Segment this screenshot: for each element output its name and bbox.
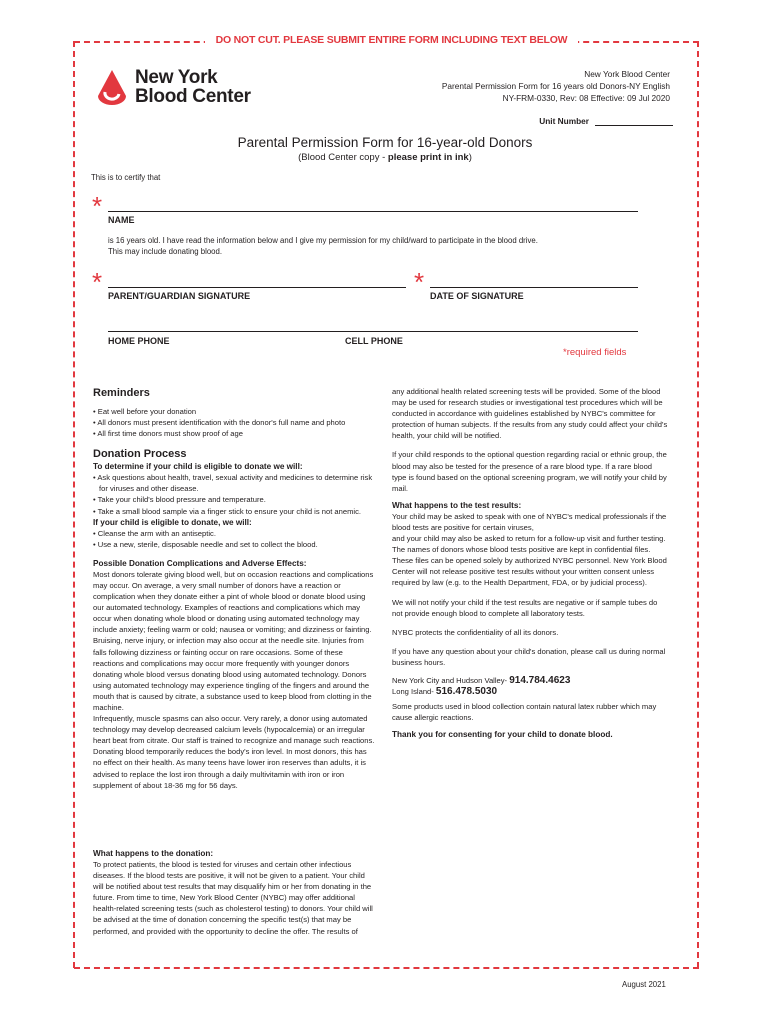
logo-wordmark bbox=[135, 68, 251, 106]
complications-paragraph-1: Most donors tolerate giving blood well, but on occasion reactions and complications may occur. On average, a very small number of donors have a reaction or complication when they donate either a pint of whole blood or donate blood using our automated technology. Examples of reactions and complications which may occur when donating whole blood or donating using automated technology may include anxiety; feeling warm or cold; nausea or vomiting; and dizziness or fainting. Bruising, nerve injury, or infection may also occur at the needle site. Injuries from falls following dizziness or fainting occur on rare occasions. Some of these reactions and complications may occur more frequently with younger donors donating whole blood versus donating blood using automated technology. Donors using automated technology may experience tingling of the fingers and around the mouth that is caused by citrate, a substance used to keep blood from clotting in the machine. bbox=[93, 569, 374, 712]
negative-results-paragraph: We will not notify your child if the test results are negative or if sample tubes do not provide enough blood to complete all laboratory tests. bbox=[392, 597, 658, 618]
phone-input-line[interactable] bbox=[108, 331, 638, 332]
consent-line-2: This may include donating blood. bbox=[108, 247, 222, 256]
required-star: * bbox=[92, 267, 103, 297]
form-id: NY-FRM-0330, Rev: 08 Effective: 09 Jul 2020 bbox=[502, 93, 670, 103]
complications-paragraph-2: Infrequently, muscle spasms can also occur. Very rarely, a donor using automated technology may develop decreased calcium levels (hypocalcemia) or an irregular heart beat from citrate. Our staff is trained to recognize and manage such reactions. Donating blood temporarily reduces the body's iron level. In most donors, this has no effect on their health. As many teens have lower iron reserves than adults, it is advised to replace the lost iron through a daily multivitamin with iron or iron supplement of about 18-36 mg for 56 days. bbox=[93, 714, 375, 790]
unit-number-line[interactable] bbox=[595, 125, 673, 126]
eligibility-item: • Ask questions about health, travel, sexual activity and medicines to determine risk for viruses and other disease. bbox=[93, 473, 373, 494]
unit-number-label: Unit Number bbox=[539, 116, 589, 126]
li-phone[interactable]: 516.478.5030 bbox=[435, 686, 498, 698]
reminders-heading: Reminders bbox=[93, 387, 150, 399]
required-star: * bbox=[414, 267, 425, 297]
cut-border-right bbox=[697, 41, 699, 968]
subtitle-suffix: ) bbox=[468, 152, 472, 163]
name-input-line[interactable] bbox=[108, 211, 638, 212]
required-star: * bbox=[92, 191, 103, 221]
latex-paragraph: Some products used in blood collection contain natural latex rubber which may cause allergic reactions. bbox=[392, 702, 657, 723]
home-phone-label: HOME PHONE bbox=[108, 336, 170, 346]
reminder-item: • All first time donors must show proof of age bbox=[93, 429, 243, 439]
eligibility-item: • Take a small blood sample via a finger stick to ensure your child is not anemic. bbox=[93, 506, 362, 516]
form-name: Parental Permission Form for 16 years old Donors-NY English bbox=[441, 81, 670, 91]
reminder-item: • Eat well before your donation bbox=[93, 407, 197, 416]
donation-happens-paragraph: To protect patients, the blood is tested for viruses and certain other infectious diseases. If the blood tests are positive, it will not be given to a patient. Your child will be notified about test results that may disqualify him or her from donating in the future. From time to time, New York Blood Center (NYBC) may offer additional health-related screening tests (such as cholesterol testing) to donors. Your child will be advised at the time of donation concerning the specific test(s) that may be performed, and provided with the opportunity to decline the offer. The results of bbox=[93, 860, 373, 936]
rare-blood-paragraph: If your child responds to the optional question regarding racial or ethnic group, the blood may also be tested for the presence of a rare blood type. If a rare blood type is found based on the optional screening program, we will notify your child by mail. bbox=[392, 450, 667, 493]
cut-border-left bbox=[73, 41, 75, 968]
li-label: Long Island- bbox=[392, 687, 436, 697]
left-column bbox=[93, 386, 375, 791]
right-column bbox=[392, 386, 668, 740]
subtitle-bold: please print in ink bbox=[387, 152, 469, 163]
consent-line-1: is 16 years old. I have read the information below and I give my permission for my child/ward to participate in the blood drive. bbox=[108, 236, 538, 245]
footer-date: August 2021 bbox=[622, 980, 666, 989]
eligibility-heading: To determine if your child is eligible to donate we will: bbox=[93, 462, 303, 472]
nyc-phone[interactable]: 914.784.4623 bbox=[509, 674, 571, 686]
cell-phone-label: CELL PHONE bbox=[345, 336, 403, 346]
left-column-bottom bbox=[93, 848, 375, 937]
consent-text bbox=[108, 235, 538, 257]
nybc-logo bbox=[93, 68, 131, 111]
unit-number-field[interactable] bbox=[539, 116, 673, 126]
signature-date-line[interactable] bbox=[430, 287, 638, 288]
org-name: New York Blood Center bbox=[584, 69, 670, 79]
thank-you-text: Thank you for consenting for your child to donate blood. bbox=[392, 730, 613, 740]
nyc-label: New York City and Hudson Valley- bbox=[392, 675, 510, 685]
questions-paragraph: If you have any question about your child's donation, please call us during normal business hours. bbox=[392, 646, 666, 667]
logo-line1: New York bbox=[135, 67, 218, 88]
name-label: NAME bbox=[108, 215, 135, 225]
confidentiality-paragraph: NYBC protects the confidentiality of all its donors. bbox=[392, 627, 559, 637]
screening-paragraph: any additional health related screening tests will be provided. Some of the blood may be used for research studies or investigational test procedures which will be conducted in accordance with guidelines established by NYBC's committee for protection of human subjects. If the results from any study could affect your child's health, your child will be notified. bbox=[392, 387, 668, 441]
donation-happens-heading: What happens to the donation: bbox=[93, 849, 214, 858]
li-contact bbox=[392, 686, 668, 697]
subtitle-prefix: (Blood Center copy - bbox=[298, 152, 388, 163]
certify-text: This is to certify that bbox=[91, 173, 161, 182]
signature-date-label: DATE OF SIGNATURE bbox=[430, 291, 524, 301]
parent-signature-label: PARENT/GUARDIAN SIGNATURE bbox=[108, 291, 251, 301]
if-eligible-item: • Cleanse the arm with an antiseptic. bbox=[93, 528, 216, 538]
form-title: Parental Permission Form for 16-year-old Donors bbox=[237, 135, 533, 150]
blood-drop-icon bbox=[93, 68, 131, 106]
cut-warning-banner: DO NOT CUT. PLEASE SUBMIT ENTIRE FORM INCLUDING TEXT BELOW bbox=[205, 34, 578, 46]
donation-process-heading: Donation Process bbox=[93, 448, 187, 461]
logo-line2: Blood Center bbox=[135, 86, 251, 107]
complications-heading: Possible Donation Complications and Adverse Effects: bbox=[93, 558, 307, 568]
reminder-item: • All donors must present identification with the donor's full name and photo bbox=[93, 418, 346, 428]
parent-signature-line[interactable] bbox=[108, 287, 406, 288]
if-eligible-heading: If your child is eligible to donate, we will: bbox=[93, 517, 252, 527]
test-results-heading: What happens to the test results: bbox=[392, 500, 522, 510]
form-header-info bbox=[442, 68, 670, 104]
cut-border-bottom bbox=[74, 967, 699, 969]
if-eligible-item: • Use a new, sterile, disposable needle and set to collect the blood. bbox=[93, 539, 318, 549]
test-results-paragraph-2: and your child may also be asked to return for a follow-up visit and further testing. The names of donors whose blood tests positive are kept in confidential files. These files can be opened solely by authorized NYBC personnel. New York Blood Center will not release positive test results without your written consent unless required by law (e.g. to the Health Department, FDA, or by judicial process). bbox=[392, 534, 667, 588]
required-fields-note: *required fields bbox=[563, 347, 627, 358]
nyc-contact bbox=[392, 675, 668, 686]
eligibility-item: • Take your child's blood pressure and temperature. bbox=[93, 495, 266, 505]
form-subtitle bbox=[0, 152, 770, 163]
test-results-paragraph-1: Your child may be asked to speak with one of NYBC's medical professionals if the blood tests are positive for certain viruses, bbox=[392, 511, 667, 532]
